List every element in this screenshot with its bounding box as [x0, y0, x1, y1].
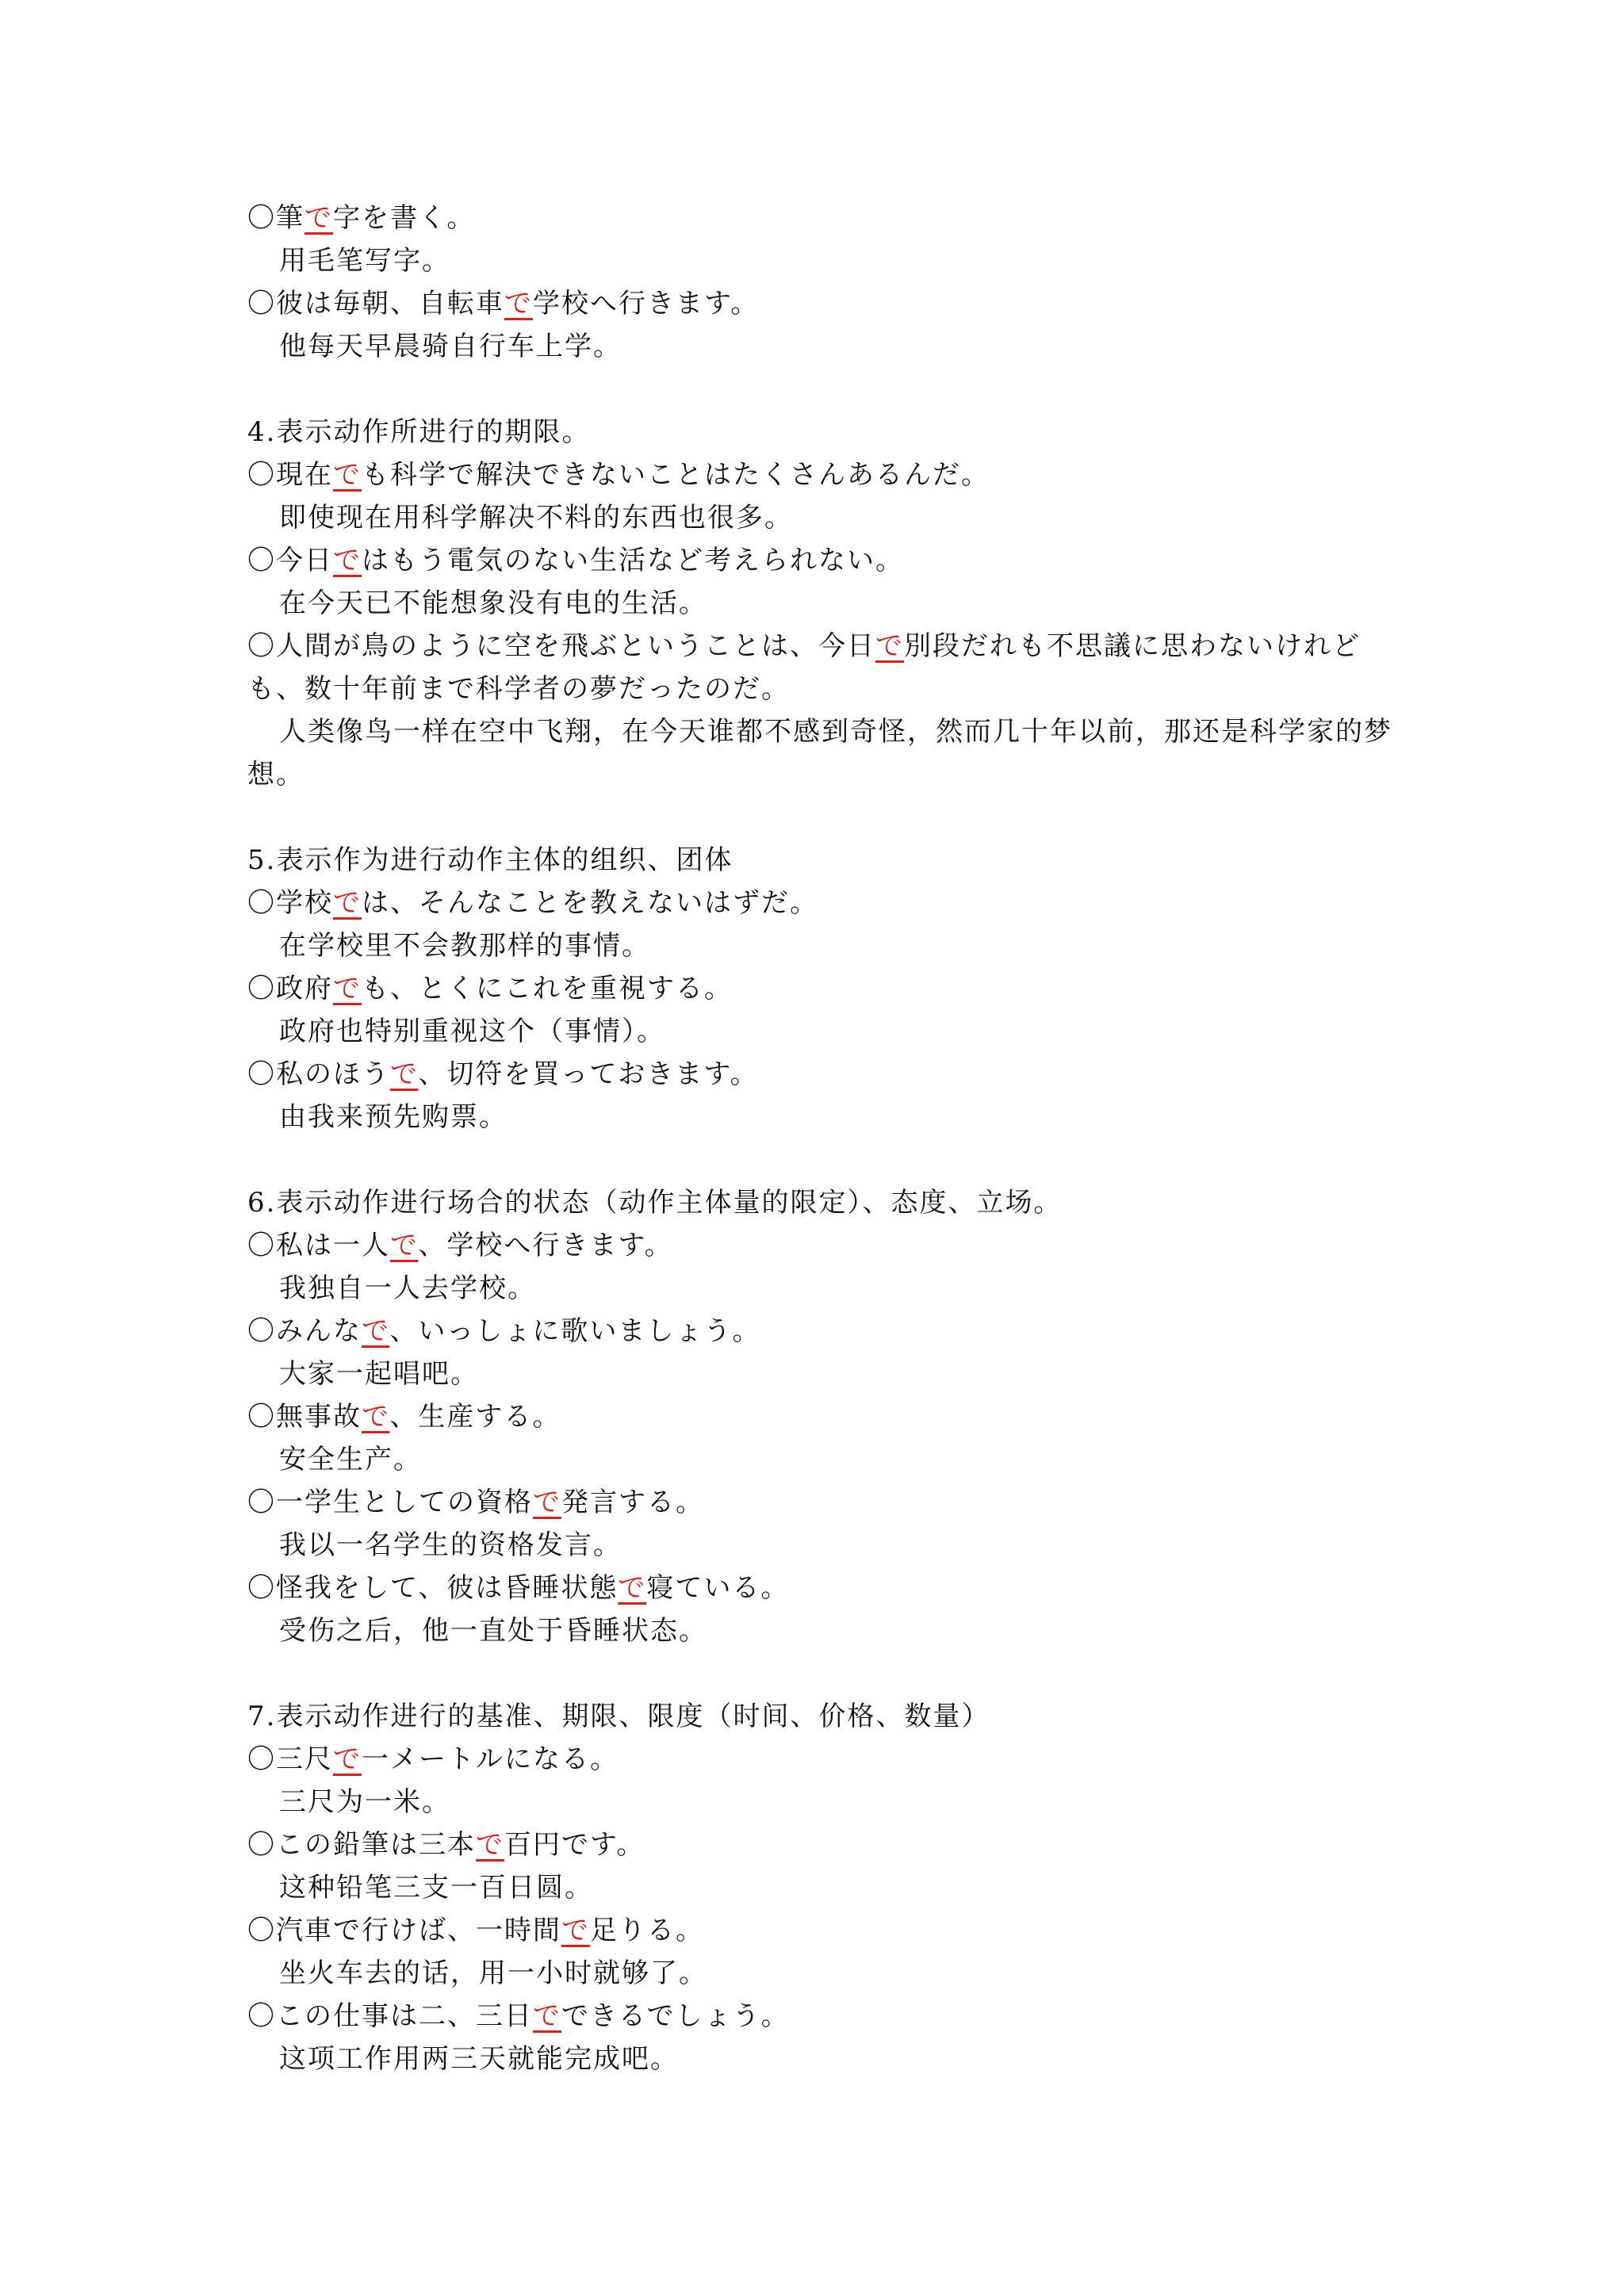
example-sentence: 〇怪我をして、彼は昏睡状態で寝ている。	[247, 1572, 790, 1604]
section	[247, 197, 1405, 368]
example-sentence: 〇彼は毎朝、自転車で学校へ行きます。	[247, 288, 760, 320]
example-sentence: 〇私は一人で、学校へ行きます。	[247, 1230, 673, 1261]
translation: 由我来预先购票。	[279, 1101, 508, 1133]
particle-de: で	[333, 1743, 362, 1775]
translation: 大家一起唱吧。	[279, 1358, 479, 1390]
example-sentence: 〇私のほうで、切符を買っておきます。	[247, 1058, 759, 1090]
translation: 即使现在用科学解决不料的东西也很多。	[279, 502, 793, 534]
particle-de: で	[533, 2000, 561, 2032]
example-sentence: 〇汽車で行けば、一時間で足りる。	[247, 1915, 704, 1946]
section-heading: 7.表示动作进行的基准、期限、限度（时间、价格、数量）	[247, 1701, 990, 1732]
section	[247, 839, 1405, 1138]
particle-de: で	[561, 1915, 590, 1946]
particle-de: で	[476, 1829, 504, 1861]
section	[247, 1695, 1405, 2080]
particle-de: で	[333, 545, 362, 576]
section-heading: 5.表示作为进行动作主体的组织、团体	[247, 844, 733, 876]
particle-de: で	[304, 202, 333, 234]
particle-de: で	[618, 1572, 647, 1604]
particle-de: で	[875, 630, 904, 662]
example-sentence: 〇今日ではもう電気のない生活など考えられない。	[247, 545, 904, 576]
particle-de: で	[362, 1315, 390, 1347]
translation: 在今天已不能想象没有电的生活。	[279, 587, 707, 619]
section-gap	[247, 368, 1405, 411]
section-gap	[247, 796, 1405, 839]
translation: 人类像鸟一样在空中飞翔，在今天谁都不感到奇怪，然而几十年以前，那还是科学家的梦想。	[247, 716, 1392, 790]
translation: 用毛笔写字。	[279, 245, 450, 277]
example-sentence: 〇三尺で一メートルになる。	[247, 1743, 619, 1775]
example-sentence: 〇この仕事は二、三日でできるでしょう。	[247, 2000, 790, 2032]
example-sentence: 〇現在でも科学で解決できないことはたくさんあるんだ。	[247, 459, 990, 491]
translation: 这种铅笔三支一百日圆。	[279, 1872, 593, 1904]
example-sentence: 〇無事故で、生産する。	[247, 1401, 561, 1433]
section-heading: 6.表示动作进行场合的状态（动作主体量的限定）、态度、立场。	[247, 1187, 1063, 1219]
section-heading: 4.表示动作所进行的期限。	[247, 416, 591, 448]
particle-de: で	[333, 973, 362, 1004]
section-gap	[247, 1652, 1405, 1695]
particle-de: で	[390, 1230, 419, 1261]
section-gap	[247, 1138, 1405, 1181]
translation: 这项工作用两三天就能完成吧。	[279, 2043, 679, 2075]
document-body	[247, 197, 1405, 2080]
section	[247, 1181, 1405, 1652]
example-sentence: 〇筆で字を書く。	[247, 202, 476, 234]
particle-de: で	[390, 1058, 419, 1090]
translation: 他每天早晨骑自行车上学。	[279, 331, 622, 362]
example-sentence: 〇この鉛筆は三本で百円です。	[247, 1829, 645, 1861]
particle-de: で	[533, 1487, 561, 1518]
translation: 受伤之后，他一直处于昏睡状态。	[279, 1615, 707, 1647]
particle-de: で	[333, 459, 362, 491]
translation: 在学校里不会教那样的事情。	[279, 930, 650, 962]
translation: 政府也特别重视这个（事情）。	[279, 1016, 665, 1047]
translation: 安全生产。	[279, 1444, 422, 1475]
example-sentence: 〇政府でも、とくにこれを重視する。	[247, 973, 733, 1004]
translation: 我以一名学生的资格发言。	[279, 1529, 622, 1561]
particle-de: で	[333, 887, 362, 919]
section	[247, 411, 1405, 796]
example-sentence: 〇一学生としての資格で発言する。	[247, 1487, 704, 1518]
example-sentence: 〇みんなで、いっしょに歌いましょう。	[247, 1315, 761, 1347]
translation: 坐火车去的话，用一小时就够了。	[279, 1957, 707, 1989]
example-sentence: 〇人間が鳥のように空を飛ぶということは、今日で別段だれも不思議に思わないけれども、数十年前まで科学者の夢だったのだ。	[247, 630, 1361, 705]
particle-de: で	[362, 1401, 390, 1433]
example-sentence: 〇学校では、そんなことを教えないはずだ。	[247, 887, 818, 919]
translation: 三尺为一米。	[279, 1786, 450, 1818]
translation: 我独自一人去学校。	[279, 1272, 536, 1304]
particle-de: で	[504, 288, 533, 320]
